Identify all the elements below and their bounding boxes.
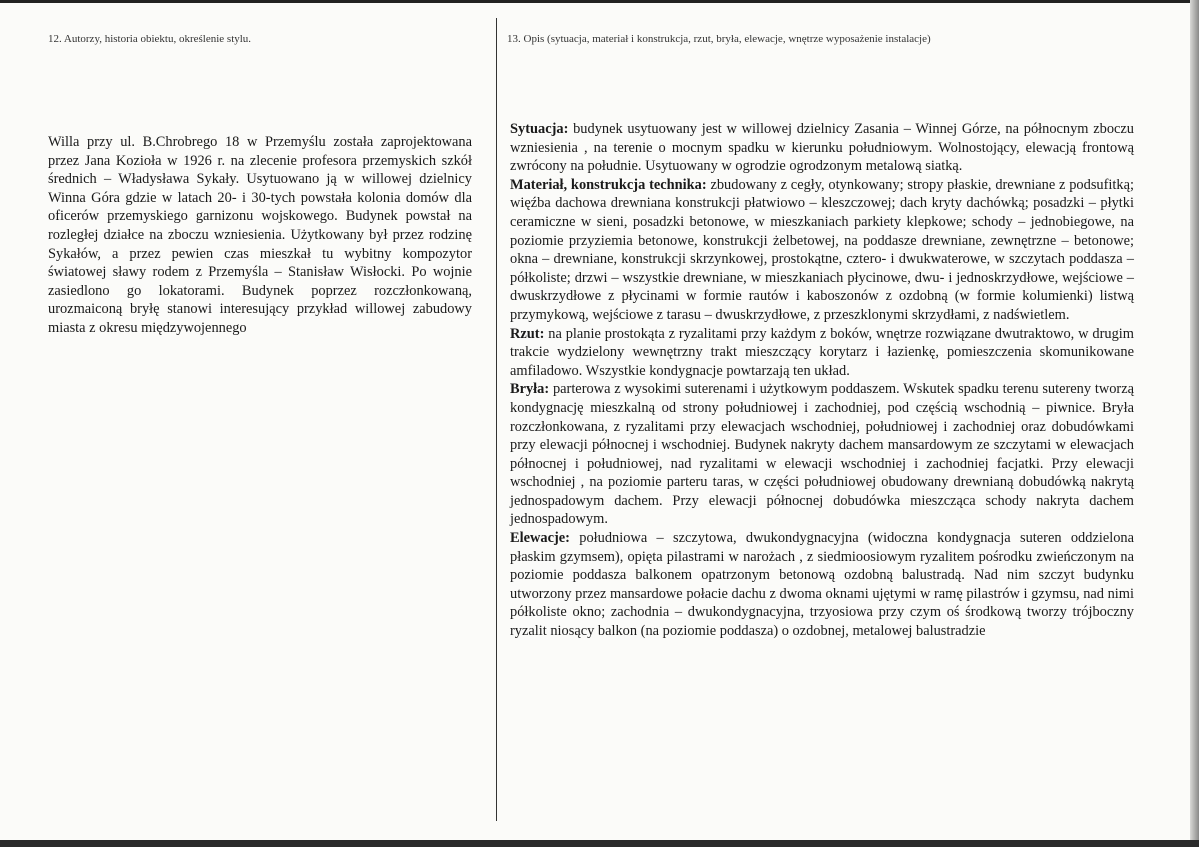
section-text: zbudowany z cegły, otynkowany; stropy płaskie, drewniane z podsufitką; więźba dachowa drewniana konstrukcji płatwiowo – kleszczowej; dach kryty dachówką; posadzki – płytki ceramiczne w sieni, posadzki betonowe, w mieszkaniach parkiety klepkowe; schody – jednobiegowe, na poziomie przyziemia betonowe, konstrukcji żelbetowej, na poddasze drewniane, zewnętrzne – betonowe; okna – drewniane, konstrukcji skrzynkowej, prostokątne, cztero- i dwukwaterowe, w szczytach poddasza – półkoliste; drzwi – wszystkie drewniane, w mieszkaniach płycinowe, dwu- i jednoskrzydłowe, wejściowe – dwuskrzydłowe z płycinami w formie rautów i kaboszonów z ozdobną (w formie kolumienki) listwą przymykową, wejściowe z tarasu – dwuskrzydłowe, z przeszklonymi skrzydłami, z nadświetlem. <box>510 176 1134 323</box>
left-section-heading: 12. Autorzy, historia obiektu, określenie stylu. <box>48 33 252 45</box>
right-section-heading: 13. Opis (sytuacja, materiał i konstrukcja, rzut, bryła, elewacje, wnętrze wyposażenie instalacje) <box>507 33 931 45</box>
section-label: Rzut: <box>510 325 545 342</box>
column-divider <box>496 18 497 821</box>
scan-bottom-edge <box>0 840 1199 847</box>
top-edge <box>0 0 1199 3</box>
description-plan <box>510 325 1134 381</box>
section-text: budynek usytuowany jest w willowej dzielnicy Zasania – Winnej Górze, na północnym zboczu wzniesienia , na terenie o mocnym spadku w kierunku południowym. Wolnostojący, elewacją frontową zwrócony na południe. Usytuowany w ogrodzie ogrodzonym metalową siatką. <box>510 121 1134 175</box>
description-material <box>510 176 1134 325</box>
section-text: południowa – szczytowa, dwukondygnacyjna (widoczna kondygnacja suteren oddzielona płaskim gzymsem), opięta pilastrami w narożach , z siedmioosiowym ryzalitem pośrodku zwieńczonym na poziomie poddasza balkonem opatrzonym betonową ozdobną balustradą. Nad nim szczyt budynku utworzony przez mansardowe połacie dachu z dwoma oknami ujętymi w ramę pilastrów i gzymsu, nad nimi półkoliste okno; zachodnia – dwukondygnacyjna, trzyosiowa przy czym oś środkową tworzy trójboczny ryzalit niosący balkon (na poziomie poddasza) o ozdobnej, metalowej balustradzie <box>510 530 1134 640</box>
scan-right-edge <box>1190 0 1199 847</box>
description-facades <box>510 529 1134 641</box>
history-paragraph: Willa przy ul. B.Chrobrego 18 w Przemyślu została zaprojektowana przez Jana Kozioła w 1926 r. na zlecenie profesora przemyskich szkół średnich – Władysława Sykały. Usytuowano ją w willowej dzielnicy Winna Góra gdzie w latach 20- i 30-tych powstała kolonia domów dla oficerów przemyskiego garnizonu wojskowego. Budynek powstał na rozległej działce na zboczu wzniesienia. Użytkowany był przez rodzinę Sykałów, a przez pewien czas mieszkał tu wybitny kompozytor światowej sławy rodem z Przemyśla – Stanisław Wisłocki. Po wojnie zasiedlono go lokatorami. Budynek poprzez rozczłonkowaną, urozmaiconą bryłę stanowi interesujący przykład willowej zabudowy miasta z okresu międzywojennego <box>48 134 472 336</box>
section-label: Sytuacja: <box>510 121 569 137</box>
section-label: Elewacje: <box>510 530 570 547</box>
section-text: parterowa z wysokimi suterenami i użytkowym poddaszem. Wskutek spadku terenu sutereny tworzą kondygnację mieszkalną od strony południowej i zachodniej, pod częścią wschodnią – piwnice. Bryła rozczłonkowana, z ryzalitami przy elewacjach wschodniej, południowej i zachodniej oraz dobudówkami przy elewacji północnej i wschodniej. Budynek nakryty dachem mansardowym ze szczytami w elewacjach północnej i południowej, nad ryzalitami w elewacji wschodniej i zachodniej facjatki. Przy elewacji wschodniej , na poziomie parteru taras, w części południowej obudowany drewnianą dobudówką nakrytą jednospadowym dachem. Przy elewacji północnej dobudówka mieszcząca schody nakryta dachem jednospadowym. <box>510 381 1134 528</box>
section-label: Bryła: <box>510 381 550 398</box>
section-text: na planie prostokąta z ryzalitami przy każdym z boków, wnętrze rozwiązane dwutraktowo, w drugim trakcie wydzielony wewnętrzny trakt mieszczący korytarz i łazienkę, pomieszczenia skomunikowane amfiladowo. Wszystkie kondygnacje powtarzają ten układ. <box>510 325 1134 379</box>
description-massing <box>510 380 1134 529</box>
description-situation <box>510 120 1134 176</box>
section-label: Materiał, konstrukcja technika: <box>510 176 707 193</box>
description-column <box>510 120 1134 641</box>
